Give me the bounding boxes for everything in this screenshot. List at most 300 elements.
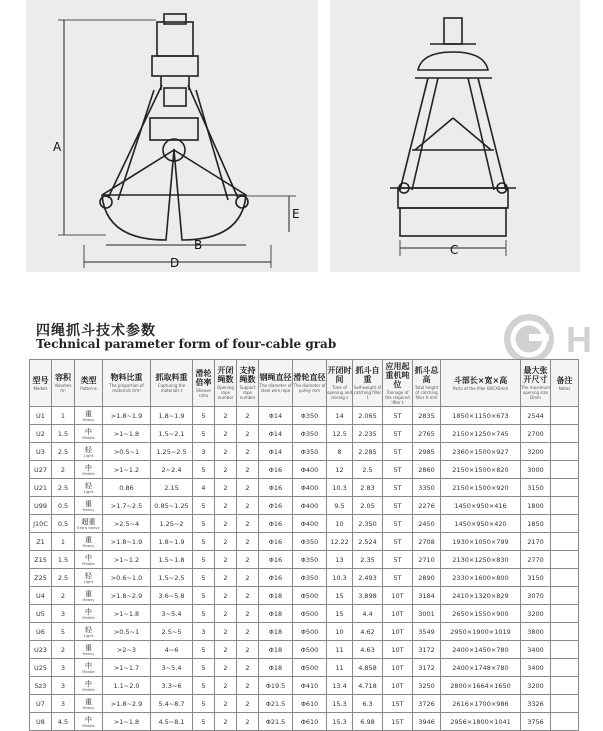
table-cell: Φ500 — [293, 641, 327, 659]
table-cell: 0.5 — [52, 515, 75, 533]
table-cell — [551, 461, 579, 479]
table-cell — [75, 695, 103, 713]
technical-parameter-table — [29, 359, 579, 731]
pattern-cn: 中 — [85, 661, 92, 670]
table-cell: 2650×1550×900 — [441, 605, 521, 623]
table-cell: Φ410 — [293, 677, 327, 695]
column-header-cn: 最大张开尺寸 — [523, 366, 548, 384]
table-cell: 2150×1250×745 — [441, 425, 521, 443]
table-cell: 5.4~8.7 — [151, 695, 193, 713]
pattern-en: Middle — [82, 686, 95, 692]
table-cell — [75, 587, 103, 605]
column-header-cn: 开闭绳数 — [217, 366, 234, 384]
table-cell: 5 — [52, 623, 75, 641]
pattern-cn: 中 — [85, 463, 92, 472]
table-cell: 0.85~1.25 — [151, 497, 193, 515]
table-cell: 5 — [193, 641, 215, 659]
table-cell: >1.8~2.9 — [103, 587, 151, 605]
table-cell: 2.235 — [353, 425, 383, 443]
table-cell: Φ500 — [293, 659, 327, 677]
table-cell: 2.493 — [353, 569, 383, 587]
table-cell: 15 — [327, 587, 353, 605]
pattern-en: Heavy — [82, 416, 95, 422]
table-cell — [551, 443, 579, 461]
column-header — [103, 360, 151, 407]
pattern-cn: 中 — [85, 679, 92, 688]
table-cell: Sz3 — [30, 677, 52, 695]
table-cell — [75, 713, 103, 731]
table-cell: Φ350 — [293, 425, 327, 443]
table-cell: 2616×1700×986 — [441, 695, 521, 713]
pattern-cn: 重 — [85, 697, 92, 706]
pattern-en: Heavy — [82, 650, 95, 656]
pattern-en: Middle — [82, 560, 95, 566]
table-cell: 2360×1500×927 — [441, 443, 521, 461]
table-cell: 2 — [215, 515, 237, 533]
table-cell: Φ16 — [259, 479, 293, 497]
table-cell: 5 — [193, 695, 215, 713]
table-cell — [551, 587, 579, 605]
table-cell: 2 — [215, 479, 237, 497]
pattern-en: Light — [83, 632, 94, 638]
table-cell: U7 — [30, 695, 52, 713]
column-header — [327, 360, 353, 407]
column-header-cn: 开闭时间 — [327, 366, 352, 384]
table-cell: 3250 — [413, 677, 441, 695]
table-cell — [551, 641, 579, 659]
pattern-en: Middle — [82, 722, 95, 728]
table-cell — [551, 533, 579, 551]
table-cell: 1.8~1.9 — [151, 533, 193, 551]
column-header — [151, 360, 193, 407]
table-cell: 2 — [237, 497, 259, 515]
table-cell: 3549 — [413, 623, 441, 641]
table-cell: 2130×1250×830 — [441, 551, 521, 569]
table-cell: 1 — [52, 407, 75, 425]
table-cell: 15.3 — [327, 695, 353, 713]
table-cell: Φ350 — [293, 551, 327, 569]
pattern-en: Light — [83, 452, 94, 458]
table-cell: 2.5 — [353, 461, 383, 479]
table-cell: 5T — [383, 443, 413, 461]
dimension-label-e: E — [292, 207, 300, 221]
table-cell: Φ18 — [259, 623, 293, 641]
column-header-en: The proportion of materials t/m³ — [109, 383, 144, 393]
table-cell: Φ500 — [293, 605, 327, 623]
table-cell: 1.5 — [52, 425, 75, 443]
table-cell: 6.98 — [353, 713, 383, 731]
column-header-en: Support rope number — [239, 385, 256, 400]
table-row — [30, 497, 579, 515]
table-cell: Φ400 — [293, 515, 327, 533]
table-row — [30, 425, 579, 443]
table-cell: 4.62 — [353, 623, 383, 641]
table-cell: 2 — [215, 605, 237, 623]
grab-front-view-svg — [330, 0, 580, 272]
table-cell: Φ21.5 — [259, 695, 293, 713]
column-header — [293, 360, 327, 407]
table-cell: Φ400 — [293, 461, 327, 479]
table-row — [30, 713, 579, 731]
column-header — [215, 360, 237, 407]
table-row — [30, 443, 579, 461]
table-cell: 4.5~8.1 — [151, 713, 193, 731]
table-cell: 3 — [193, 623, 215, 641]
table-cell: 2765 — [413, 425, 441, 443]
table-cell: 2400×1748×780 — [441, 659, 521, 677]
table-cell: Φ14 — [259, 443, 293, 461]
column-header — [30, 360, 52, 407]
table-cell: 10T — [383, 659, 413, 677]
table-cell: 3200 — [521, 677, 551, 695]
column-header — [383, 360, 413, 407]
table-cell: 2 — [237, 569, 259, 587]
table-cell: 5 — [193, 677, 215, 695]
table-row — [30, 407, 579, 425]
table-cell: 3 — [52, 605, 75, 623]
column-header-en: Capturing the materials t — [157, 383, 186, 393]
column-header-en: Total height of catching filler A mm — [414, 385, 439, 400]
table-cell: 5 — [193, 461, 215, 479]
table-cell: 2544 — [521, 407, 551, 425]
table-cell: 1.25~2 — [151, 515, 193, 533]
table-cell — [551, 515, 579, 533]
table-cell: 10T — [383, 605, 413, 623]
table-cell: 2 — [215, 443, 237, 461]
table-cell: 2.15 — [151, 479, 193, 497]
table-cell: U5 — [30, 605, 52, 623]
grab-side-view-drawing — [26, 0, 318, 272]
table-cell: 1 — [52, 533, 75, 551]
table-row — [30, 659, 579, 677]
column-header — [441, 360, 521, 407]
column-header — [237, 360, 259, 407]
pattern-en: Light — [83, 578, 94, 584]
column-header-cn: 滑轮倍率 — [195, 368, 212, 387]
table-cell: 2 — [215, 641, 237, 659]
table-cell: >1.8~2.9 — [103, 695, 151, 713]
table-cell: Φ16 — [259, 533, 293, 551]
table-cell: 5 — [193, 533, 215, 551]
table-row — [30, 641, 579, 659]
column-header-cn: 型号 — [32, 375, 49, 385]
pattern-en: Middle — [82, 434, 95, 440]
table-cell: 2700 — [521, 425, 551, 443]
table-cell: 2 — [237, 533, 259, 551]
table-cell — [75, 443, 103, 461]
pattern-en: Middle — [82, 470, 95, 476]
table-cell: >1~1.8 — [103, 425, 151, 443]
table-cell: Φ18 — [259, 587, 293, 605]
table-cell: 2708 — [413, 533, 441, 551]
table-cell: Φ500 — [293, 587, 327, 605]
table-row — [30, 569, 579, 587]
table-row — [30, 605, 579, 623]
table-cell: 2 — [237, 515, 259, 533]
table-cell: Z25 — [30, 569, 52, 587]
table-cell: >1~1.8 — [103, 713, 151, 731]
table-cell: 2 — [215, 533, 237, 551]
table-cell: 3150 — [521, 479, 551, 497]
table-cell: U3 — [30, 443, 52, 461]
pattern-cn: 中 — [85, 607, 92, 616]
table-cell: Φ350 — [293, 407, 327, 425]
column-header-en: Time of opening and closing s — [327, 385, 352, 400]
table-cell — [551, 479, 579, 497]
table-cell: 2150×1500×920 — [441, 479, 521, 497]
table-cell: 2 — [215, 587, 237, 605]
column-header-en: Tonnage of the required lifter t — [385, 389, 410, 405]
column-header — [413, 360, 441, 407]
table-cell: 12.5 — [327, 425, 353, 443]
table-cell: 3400 — [521, 659, 551, 677]
table-cell: 2 — [237, 713, 259, 731]
table-cell — [551, 713, 579, 731]
table-cell: 14 — [327, 407, 353, 425]
table-cell: 5T — [383, 479, 413, 497]
table-cell: 1.5~1.8 — [151, 551, 193, 569]
table-cell — [551, 551, 579, 569]
table-cell — [551, 659, 579, 677]
column-header-cn: 斗部长×宽×高 — [453, 375, 508, 385]
table-cell: U23 — [30, 641, 52, 659]
table-cell: Φ19.5 — [259, 677, 293, 695]
table-cell: 2 — [237, 587, 259, 605]
table-cell: 2410×1320×829 — [441, 587, 521, 605]
table-cell: 1450×950×420 — [441, 515, 521, 533]
table-cell — [75, 623, 103, 641]
table-cell: U6 — [30, 623, 52, 641]
table-cell: 2770 — [521, 551, 551, 569]
table-cell: 2 — [215, 461, 237, 479]
title-english: Technical parameter form of four-cable grab — [36, 337, 337, 351]
title-chinese: 四绳抓斗技术参数 — [36, 323, 156, 339]
table-cell: 11 — [327, 641, 353, 659]
table-cell — [551, 569, 579, 587]
pattern-cn: 重 — [85, 535, 92, 544]
table-cell: 2956×1800×1041 — [441, 713, 521, 731]
table-cell: 15 — [327, 605, 353, 623]
table-cell: 3184 — [413, 587, 441, 605]
table-cell: J10C — [30, 515, 52, 533]
table-cell: 2 — [215, 659, 237, 677]
table-cell: 10 — [327, 623, 353, 641]
table-cell: 3726 — [413, 695, 441, 713]
table-cell: 2 — [237, 407, 259, 425]
table-cell: 5 — [193, 569, 215, 587]
table-cell: 2330×1600×800 — [441, 569, 521, 587]
column-header-cn: 支持绳数 — [239, 366, 256, 384]
table-cell: 2950×1900×1019 — [441, 623, 521, 641]
table-cell: U99 — [30, 497, 52, 515]
table-cell: U8 — [30, 713, 52, 731]
table-cell: 13 — [327, 551, 353, 569]
table-cell: Φ610 — [293, 695, 327, 713]
pattern-cn: 超重 — [81, 517, 96, 526]
table-cell — [551, 695, 579, 713]
column-header-en: Volumes m³ — [54, 383, 72, 393]
pattern-en: Heavy — [82, 596, 95, 602]
table-cell: 15.3 — [327, 713, 353, 731]
column-header-cn: 抓斗自重 — [355, 366, 380, 384]
table-cell: 10T — [383, 677, 413, 695]
table-row — [30, 515, 579, 533]
table-cell: 2 — [237, 479, 259, 497]
table-cell: Φ16 — [259, 497, 293, 515]
column-header — [521, 360, 551, 407]
table-cell: 2276 — [413, 497, 441, 515]
table-cell: Φ400 — [293, 479, 327, 497]
table-cell: 3350 — [413, 479, 441, 497]
table-cell — [75, 551, 103, 569]
table-cell: Z1 — [30, 533, 52, 551]
table-cell: 5T — [383, 533, 413, 551]
table-cell: 4.858 — [353, 659, 383, 677]
column-header-cn: 滑轮直径 — [293, 373, 326, 382]
table-cell: Φ350 — [293, 533, 327, 551]
table-cell: Φ16 — [259, 551, 293, 569]
table-cell: 2 — [215, 551, 237, 569]
column-header — [353, 360, 383, 407]
table-cell: 5T — [383, 461, 413, 479]
column-header-cn: 备注 — [556, 375, 573, 385]
table-cell: 3200 — [521, 605, 551, 623]
table-cell — [551, 497, 579, 515]
table-cell: U4 — [30, 587, 52, 605]
table-cell: 5 — [193, 425, 215, 443]
table-cell: 2.35 — [353, 551, 383, 569]
table-cell: 3.898 — [353, 587, 383, 605]
table-cell — [551, 407, 579, 425]
table-row — [30, 533, 579, 551]
table-cell: 5T — [383, 515, 413, 533]
table-cell: 2 — [215, 713, 237, 731]
table-cell: 3326 — [521, 695, 551, 713]
table-cell: 2 — [52, 641, 75, 659]
table-cell — [551, 677, 579, 695]
table-cell: 5T — [383, 425, 413, 443]
table-cell: 13.4 — [327, 677, 353, 695]
table-cell: 3756 — [521, 713, 551, 731]
table-cell: 1.8~1.9 — [151, 407, 193, 425]
table-cell: 3000 — [521, 461, 551, 479]
pattern-cn: 重 — [85, 499, 92, 508]
table-cell: 2.5~5 — [151, 623, 193, 641]
table-cell: 3~5.4 — [151, 659, 193, 677]
pattern-en: Heavy — [82, 704, 95, 710]
table-cell: 2 — [215, 497, 237, 515]
table-cell — [75, 461, 103, 479]
table-cell: 2.065 — [353, 407, 383, 425]
table-cell: >2~3 — [103, 641, 151, 659]
table-cell: 3 — [52, 695, 75, 713]
table-cell: 1850×1150×673 — [441, 407, 521, 425]
table-cell: Φ18 — [259, 605, 293, 623]
table-cell: >1.8~1.9 — [103, 407, 151, 425]
table-cell: 1.5~2.1 — [151, 425, 193, 443]
table-cell — [75, 533, 103, 551]
table-cell: 8 — [327, 443, 353, 461]
table-cell: 5 — [193, 515, 215, 533]
table-cell: 10.3 — [327, 569, 353, 587]
table-cell: 5 — [193, 605, 215, 623]
table-cell: >1~1.2 — [103, 551, 151, 569]
table-cell: 5 — [193, 497, 215, 515]
table-cell: 2 — [215, 407, 237, 425]
pattern-cn: 轻 — [85, 445, 92, 454]
column-header-en: Self-weight of catching filler t — [353, 385, 382, 400]
table-cell: 1.5~2.5 — [151, 569, 193, 587]
table-cell: 2150×1500×820 — [441, 461, 521, 479]
table-cell: >1.7~2.5 — [103, 497, 151, 515]
table-row — [30, 461, 579, 479]
table-cell: 3~5.4 — [151, 605, 193, 623]
table-cell: 2~2.4 — [151, 461, 193, 479]
table-cell: 6.3 — [353, 695, 383, 713]
table-cell: 5 — [193, 713, 215, 731]
table-cell: 2 — [237, 623, 259, 641]
table-cell: 2.5 — [52, 479, 75, 497]
table-cell: 2 — [237, 425, 259, 443]
table-cell: 10.3 — [327, 479, 353, 497]
table-cell: 1800 — [521, 497, 551, 515]
column-header-cn: 容积 — [55, 373, 71, 382]
column-header-cn: 钢绳直径 — [259, 373, 292, 382]
table-cell: 1930×1050×799 — [441, 533, 521, 551]
table-cell: 2985 — [413, 443, 441, 461]
table-cell — [75, 605, 103, 623]
table-cell: 12 — [327, 461, 353, 479]
table-cell: 4~6 — [151, 641, 193, 659]
column-header-en: The diameter of steel wire rope — [259, 383, 292, 393]
table-cell: >0.6~1.0 — [103, 569, 151, 587]
table-cell: 2 — [237, 551, 259, 569]
table-cell: 2 — [215, 569, 237, 587]
table-cell — [75, 515, 103, 533]
pattern-en: Light — [83, 488, 94, 494]
table-cell — [551, 623, 579, 641]
pattern-cn: 重 — [85, 589, 92, 598]
table-cell: 2 — [215, 695, 237, 713]
table-cell: 2 — [237, 677, 259, 695]
column-header — [551, 360, 579, 407]
table-cell: U1 — [30, 407, 52, 425]
table-cell: 10T — [383, 623, 413, 641]
table-cell — [75, 425, 103, 443]
table-cell: Φ500 — [293, 623, 327, 641]
table-cell: >0.5~1 — [103, 623, 151, 641]
table-cell: U25 — [30, 659, 52, 677]
pattern-cn: 重 — [85, 643, 92, 652]
table-cell: 5T — [383, 569, 413, 587]
table-row — [30, 551, 579, 569]
table-cell: 2 — [237, 605, 259, 623]
table-cell — [551, 605, 579, 623]
table-cell: U21 — [30, 479, 52, 497]
table-cell: 3 — [193, 443, 215, 461]
table-cell: >1~1.7 — [103, 659, 151, 677]
table-cell: 10T — [383, 641, 413, 659]
table-cell: >1.8~1.9 — [103, 533, 151, 551]
svg-text:H: H — [566, 319, 592, 360]
table-cell: 0.5 — [52, 497, 75, 515]
table-cell: >1~1.8 — [103, 605, 151, 623]
table-cell: 2 — [215, 677, 237, 695]
table-cell: 2800×1664×1650 — [441, 677, 521, 695]
table-cell: 3150 — [521, 569, 551, 587]
table-cell: 2 — [237, 695, 259, 713]
table-cell: 1.5 — [52, 551, 75, 569]
